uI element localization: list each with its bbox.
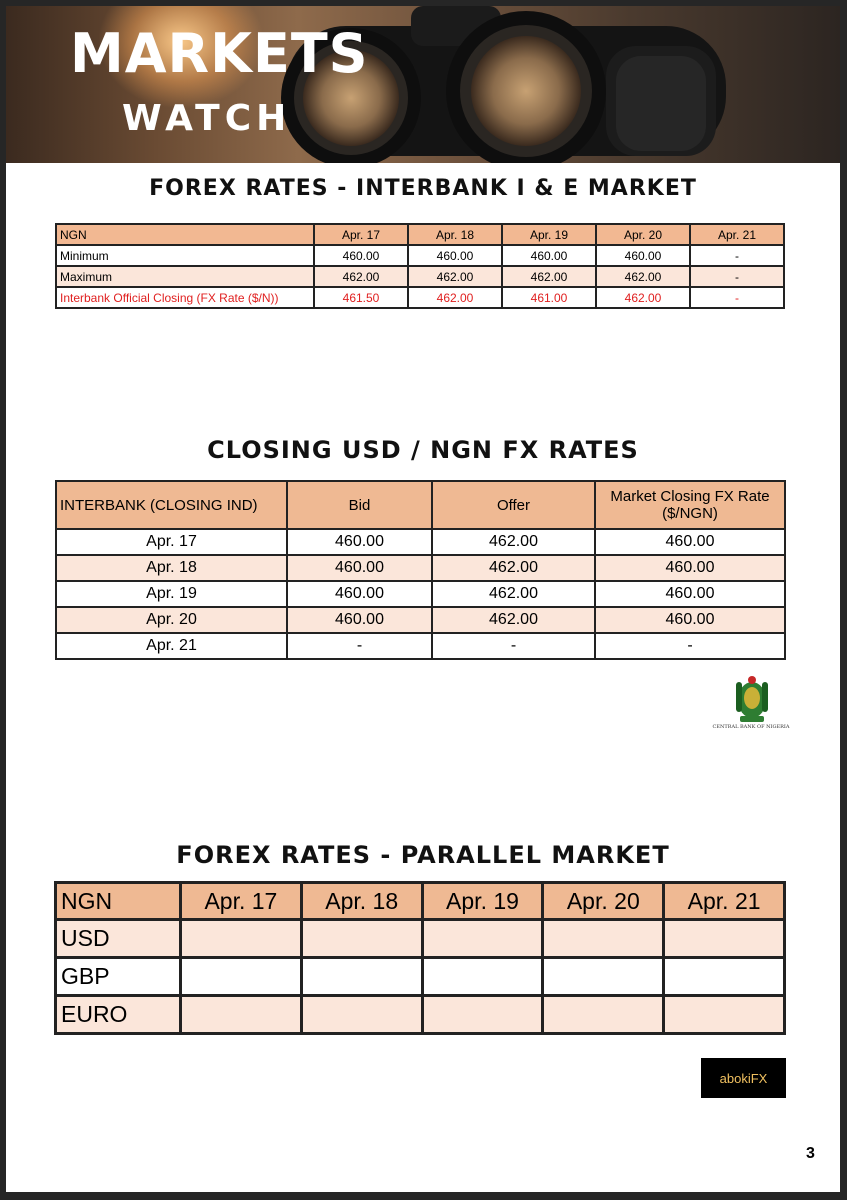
cbn-caption: CENTRAL BANK OF NIGERIA — [712, 724, 790, 730]
table-cell — [543, 920, 664, 958]
page-number: 3 — [806, 1145, 815, 1162]
table-cell — [181, 958, 302, 996]
table-cell — [422, 958, 543, 996]
table-cell — [664, 958, 785, 996]
table-cell: 460.00 — [287, 529, 432, 555]
row-label: Apr. 19 — [56, 581, 287, 607]
row-label: Apr. 21 — [56, 633, 287, 659]
table-row — [56, 529, 785, 555]
table-header-row — [56, 481, 785, 529]
table-cell — [543, 996, 664, 1034]
table-cell: 460.00 — [314, 245, 408, 266]
table-cell: 462.00 — [596, 287, 690, 308]
header-line: ($/NGN) — [662, 505, 718, 522]
header-cell: Offer — [432, 481, 595, 529]
header-cell: Apr. 17 — [181, 883, 302, 920]
table-cell: - — [595, 633, 785, 659]
table-cell: 460.00 — [287, 581, 432, 607]
table-cell: 460.00 — [408, 245, 502, 266]
table-cell: 460.00 — [595, 581, 785, 607]
table-cell: - — [690, 287, 784, 308]
table-cell — [664, 920, 785, 958]
row-label: Minimum — [56, 245, 314, 266]
table-row — [56, 958, 785, 996]
closing-rates-table — [55, 480, 786, 660]
table-row — [56, 920, 785, 958]
header-cell: Apr. 20 — [596, 224, 690, 245]
banner-title-markets: MARKETS — [70, 22, 369, 85]
parallel-section-title: FOREX RATES - PARALLEL MARKET — [176, 841, 670, 869]
table-cell — [301, 958, 422, 996]
table-cell — [543, 958, 664, 996]
table-cell: 460.00 — [595, 529, 785, 555]
interbank-section-title: FOREX RATES - INTERBANK I & E MARKET — [149, 176, 697, 201]
header-cell: Bid — [287, 481, 432, 529]
table-row — [56, 581, 785, 607]
header-cell — [595, 481, 785, 529]
table-row-official-closing — [56, 287, 784, 308]
row-label: GBP — [56, 958, 181, 996]
header-cell: Apr. 18 — [408, 224, 502, 245]
header-cell: Apr. 21 — [664, 883, 785, 920]
table-cell — [422, 920, 543, 958]
table-cell — [422, 996, 543, 1034]
header-cell: Apr. 18 — [301, 883, 422, 920]
table-header-row — [56, 224, 784, 245]
table-cell: - — [287, 633, 432, 659]
table-cell — [181, 996, 302, 1034]
header-cell: NGN — [56, 224, 314, 245]
document-page — [6, 6, 840, 1192]
table-cell: 462.00 — [408, 287, 502, 308]
table-cell: 460.00 — [502, 245, 596, 266]
table-cell: 461.00 — [502, 287, 596, 308]
table-row — [56, 555, 785, 581]
table-cell: 460.00 — [595, 555, 785, 581]
row-label: Maximum — [56, 266, 314, 287]
table-cell: 460.00 — [287, 555, 432, 581]
closing-rates-section-title: CLOSING USD / NGN FX RATES — [207, 436, 639, 464]
table-cell: 462.00 — [596, 266, 690, 287]
header-cell: INTERBANK (CLOSING IND) — [56, 481, 287, 529]
table-row — [56, 633, 785, 659]
row-label: Apr. 18 — [56, 555, 287, 581]
header-cell: Apr. 21 — [690, 224, 784, 245]
row-label: Apr. 17 — [56, 529, 287, 555]
row-label: Apr. 20 — [56, 607, 287, 633]
table-row — [56, 996, 785, 1034]
table-row — [56, 607, 785, 633]
header-cell: Apr. 19 — [422, 883, 543, 920]
table-row — [56, 245, 784, 266]
table-cell: 460.00 — [595, 607, 785, 633]
row-label: Interbank Official Closing (FX Rate ($/N)) — [56, 287, 314, 308]
table-cell: - — [432, 633, 595, 659]
table-cell: 462.00 — [432, 529, 595, 555]
row-label: USD — [56, 920, 181, 958]
table-cell — [181, 920, 302, 958]
abokifx-badge: abokiFX — [701, 1058, 786, 1098]
table-cell: - — [690, 266, 784, 287]
interbank-rates-table — [55, 223, 785, 309]
table-cell: 462.00 — [502, 266, 596, 287]
table-cell: 462.00 — [314, 266, 408, 287]
table-cell — [664, 996, 785, 1034]
table-cell: 462.00 — [432, 581, 595, 607]
table-cell: 461.50 — [314, 287, 408, 308]
table-cell — [301, 996, 422, 1034]
markets-watch-banner — [6, 6, 840, 163]
table-cell — [301, 920, 422, 958]
table-cell: 462.00 — [432, 555, 595, 581]
table-cell: 462.00 — [432, 607, 595, 633]
header-cell: Apr. 20 — [543, 883, 664, 920]
table-cell: 460.00 — [596, 245, 690, 266]
table-cell: 460.00 — [287, 607, 432, 633]
banner-title-watch: WATCH — [122, 98, 292, 139]
table-cell: 462.00 — [408, 266, 502, 287]
table-row — [56, 266, 784, 287]
header-cell: Apr. 19 — [502, 224, 596, 245]
table-cell: - — [690, 245, 784, 266]
header-cell: Apr. 17 — [314, 224, 408, 245]
row-label: EURO — [56, 996, 181, 1034]
table-header-row — [56, 883, 785, 920]
header-line: Market Closing FX Rate — [610, 488, 770, 505]
header-cell: NGN — [56, 883, 181, 920]
parallel-market-table — [54, 881, 786, 1035]
